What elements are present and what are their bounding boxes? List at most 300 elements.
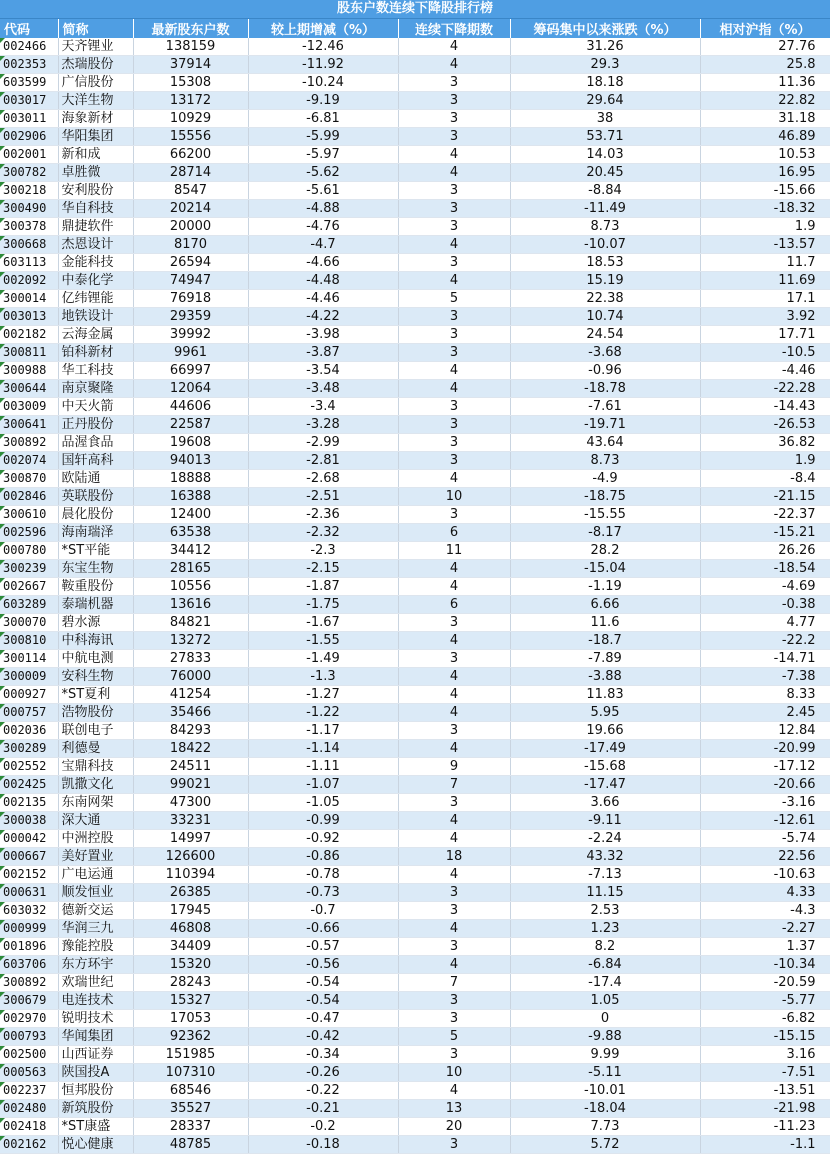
- cell-name[interactable]: 新和成: [58, 146, 133, 164]
- cell-since[interactable]: 31.26: [510, 38, 700, 56]
- cell-relative[interactable]: 25.8: [700, 56, 830, 74]
- header-code[interactable]: 代码: [0, 19, 58, 38]
- cell-code[interactable]: 002135: [0, 794, 58, 812]
- cell-holders[interactable]: 17945: [133, 902, 248, 920]
- cell-since[interactable]: 18.53: [510, 254, 700, 272]
- table-row[interactable]: [0, 344, 830, 362]
- cell-name[interactable]: 豫能控股: [58, 938, 133, 956]
- cell-name[interactable]: 中洲控股: [58, 830, 133, 848]
- cell-name[interactable]: 华自科技: [58, 200, 133, 218]
- cell-relative[interactable]: -4.46: [700, 362, 830, 380]
- cell-change[interactable]: -1.11: [248, 758, 398, 776]
- cell-periods[interactable]: 4: [398, 1082, 510, 1100]
- cell-holders[interactable]: 28243: [133, 974, 248, 992]
- cell-relative[interactable]: 11.7: [700, 254, 830, 272]
- cell-holders[interactable]: 151985: [133, 1046, 248, 1064]
- header-periods[interactable]: 连续下降期数: [398, 19, 510, 38]
- cell-name[interactable]: *ST康盛: [58, 1118, 133, 1136]
- table-row[interactable]: [0, 668, 830, 686]
- cell-change[interactable]: -2.99: [248, 434, 398, 452]
- cell-periods[interactable]: 6: [398, 524, 510, 542]
- cell-holders[interactable]: 99021: [133, 776, 248, 794]
- cell-periods[interactable]: 3: [398, 434, 510, 452]
- header-relative[interactable]: 相对沪指（%）: [700, 19, 830, 38]
- cell-change[interactable]: -0.42: [248, 1028, 398, 1046]
- cell-change[interactable]: -0.57: [248, 938, 398, 956]
- cell-name[interactable]: 凯撒文化: [58, 776, 133, 794]
- cell-code[interactable]: 002596: [0, 524, 58, 542]
- cell-name[interactable]: 联创电子: [58, 722, 133, 740]
- cell-holders[interactable]: 63538: [133, 524, 248, 542]
- cell-name[interactable]: 碧水源: [58, 614, 133, 632]
- cell-name[interactable]: 大洋生物: [58, 92, 133, 110]
- cell-holders[interactable]: 66997: [133, 362, 248, 380]
- cell-code[interactable]: 002074: [0, 452, 58, 470]
- cell-since[interactable]: -1.19: [510, 578, 700, 596]
- cell-relative[interactable]: -13.57: [700, 236, 830, 254]
- cell-name[interactable]: 品渥食品: [58, 434, 133, 452]
- cell-code[interactable]: 003009: [0, 398, 58, 416]
- cell-relative[interactable]: 3.16: [700, 1046, 830, 1064]
- cell-periods[interactable]: 3: [398, 182, 510, 200]
- cell-relative[interactable]: 17.1: [700, 290, 830, 308]
- table-row[interactable]: [0, 938, 830, 956]
- cell-since[interactable]: 11.15: [510, 884, 700, 902]
- cell-holders[interactable]: 39992: [133, 326, 248, 344]
- cell-periods[interactable]: 4: [398, 146, 510, 164]
- cell-name[interactable]: 华工科技: [58, 362, 133, 380]
- cell-name[interactable]: 深大通: [58, 812, 133, 830]
- table-row[interactable]: [0, 308, 830, 326]
- cell-periods[interactable]: 3: [398, 722, 510, 740]
- table-row[interactable]: [0, 1046, 830, 1064]
- cell-code[interactable]: 000999: [0, 920, 58, 938]
- table-row[interactable]: [0, 560, 830, 578]
- cell-name[interactable]: 泰瑞机器: [58, 596, 133, 614]
- cell-periods[interactable]: 3: [398, 1136, 510, 1154]
- cell-code[interactable]: 000667: [0, 848, 58, 866]
- cell-periods[interactable]: 6: [398, 596, 510, 614]
- cell-change[interactable]: -1.49: [248, 650, 398, 668]
- table-row[interactable]: [0, 74, 830, 92]
- cell-since[interactable]: -17.49: [510, 740, 700, 758]
- cell-change[interactable]: -2.68: [248, 470, 398, 488]
- cell-code[interactable]: 300070: [0, 614, 58, 632]
- cell-since[interactable]: 28.2: [510, 542, 700, 560]
- cell-change[interactable]: -0.22: [248, 1082, 398, 1100]
- cell-change[interactable]: -0.34: [248, 1046, 398, 1064]
- cell-name[interactable]: 利德曼: [58, 740, 133, 758]
- cell-code[interactable]: 300014: [0, 290, 58, 308]
- cell-holders[interactable]: 29359: [133, 308, 248, 326]
- table-row[interactable]: [0, 992, 830, 1010]
- cell-name[interactable]: 晨化股份: [58, 506, 133, 524]
- cell-name[interactable]: 亿纬锂能: [58, 290, 133, 308]
- cell-holders[interactable]: 48785: [133, 1136, 248, 1154]
- cell-code[interactable]: 002152: [0, 866, 58, 884]
- cell-code[interactable]: 603599: [0, 74, 58, 92]
- cell-holders[interactable]: 28165: [133, 560, 248, 578]
- cell-name[interactable]: 悦心健康: [58, 1136, 133, 1154]
- cell-relative[interactable]: -11.23: [700, 1118, 830, 1136]
- cell-periods[interactable]: 4: [398, 866, 510, 884]
- cell-periods[interactable]: 3: [398, 128, 510, 146]
- cell-code[interactable]: 003013: [0, 308, 58, 326]
- cell-code[interactable]: 002036: [0, 722, 58, 740]
- cell-change[interactable]: -1.67: [248, 614, 398, 632]
- cell-periods[interactable]: 4: [398, 812, 510, 830]
- table-row[interactable]: [0, 164, 830, 182]
- cell-since[interactable]: -15.55: [510, 506, 700, 524]
- cell-relative[interactable]: 2.45: [700, 704, 830, 722]
- cell-holders[interactable]: 126600: [133, 848, 248, 866]
- cell-change[interactable]: -4.48: [248, 272, 398, 290]
- cell-code[interactable]: 002425: [0, 776, 58, 794]
- cell-holders[interactable]: 92362: [133, 1028, 248, 1046]
- table-row[interactable]: [0, 1028, 830, 1046]
- cell-change[interactable]: -0.21: [248, 1100, 398, 1118]
- cell-change[interactable]: -0.66: [248, 920, 398, 938]
- cell-name[interactable]: 云海金属: [58, 326, 133, 344]
- cell-name[interactable]: 广电运通: [58, 866, 133, 884]
- cell-holders[interactable]: 15327: [133, 992, 248, 1010]
- cell-holders[interactable]: 41254: [133, 686, 248, 704]
- cell-code[interactable]: 001896: [0, 938, 58, 956]
- cell-periods[interactable]: 10: [398, 488, 510, 506]
- cell-change[interactable]: -5.62: [248, 164, 398, 182]
- cell-since[interactable]: -11.49: [510, 200, 700, 218]
- cell-code[interactable]: 002182: [0, 326, 58, 344]
- cell-name[interactable]: 东方环宇: [58, 956, 133, 974]
- cell-name[interactable]: 华润三九: [58, 920, 133, 938]
- cell-code[interactable]: 000631: [0, 884, 58, 902]
- cell-code[interactable]: 300870: [0, 470, 58, 488]
- cell-since[interactable]: 5.95: [510, 704, 700, 722]
- cell-change[interactable]: -1.55: [248, 632, 398, 650]
- cell-code[interactable]: 300114: [0, 650, 58, 668]
- cell-holders[interactable]: 19608: [133, 434, 248, 452]
- cell-periods[interactable]: 4: [398, 920, 510, 938]
- cell-code[interactable]: 000042: [0, 830, 58, 848]
- cell-periods[interactable]: 4: [398, 470, 510, 488]
- cell-periods[interactable]: 9: [398, 758, 510, 776]
- cell-relative[interactable]: -3.16: [700, 794, 830, 812]
- cell-change[interactable]: -0.99: [248, 812, 398, 830]
- cell-holders[interactable]: 34412: [133, 542, 248, 560]
- cell-name[interactable]: 广信股份: [58, 74, 133, 92]
- cell-periods[interactable]: 3: [398, 1046, 510, 1064]
- cell-holders[interactable]: 16388: [133, 488, 248, 506]
- cell-since[interactable]: 1.23: [510, 920, 700, 938]
- cell-change[interactable]: -0.92: [248, 830, 398, 848]
- cell-change[interactable]: -4.66: [248, 254, 398, 272]
- cell-change[interactable]: -3.98: [248, 326, 398, 344]
- cell-change[interactable]: -0.2: [248, 1118, 398, 1136]
- cell-since[interactable]: 3.66: [510, 794, 700, 812]
- cell-periods[interactable]: 5: [398, 1028, 510, 1046]
- cell-code[interactable]: 002466: [0, 38, 58, 56]
- cell-periods[interactable]: 3: [398, 452, 510, 470]
- cell-name[interactable]: 海象新材: [58, 110, 133, 128]
- cell-relative[interactable]: -17.12: [700, 758, 830, 776]
- cell-since[interactable]: -19.71: [510, 416, 700, 434]
- cell-since[interactable]: 7.73: [510, 1118, 700, 1136]
- cell-since[interactable]: 53.71: [510, 128, 700, 146]
- cell-name[interactable]: 中科海讯: [58, 632, 133, 650]
- cell-since[interactable]: -7.89: [510, 650, 700, 668]
- cell-code[interactable]: 002500: [0, 1046, 58, 1064]
- cell-change[interactable]: -2.81: [248, 452, 398, 470]
- table-row[interactable]: [0, 1064, 830, 1082]
- cell-holders[interactable]: 107310: [133, 1064, 248, 1082]
- cell-relative[interactable]: -7.51: [700, 1064, 830, 1082]
- cell-holders[interactable]: 10556: [133, 578, 248, 596]
- cell-change[interactable]: -12.46: [248, 38, 398, 56]
- cell-change[interactable]: -3.4: [248, 398, 398, 416]
- cell-holders[interactable]: 138159: [133, 38, 248, 56]
- cell-since[interactable]: -17.47: [510, 776, 700, 794]
- cell-periods[interactable]: 3: [398, 218, 510, 236]
- cell-periods[interactable]: 3: [398, 1010, 510, 1028]
- cell-code[interactable]: 603289: [0, 596, 58, 614]
- cell-relative[interactable]: 11.69: [700, 272, 830, 290]
- cell-relative[interactable]: -21.15: [700, 488, 830, 506]
- cell-periods[interactable]: 3: [398, 110, 510, 128]
- cell-change[interactable]: -0.86: [248, 848, 398, 866]
- cell-code[interactable]: 300289: [0, 740, 58, 758]
- cell-holders[interactable]: 24511: [133, 758, 248, 776]
- cell-holders[interactable]: 34409: [133, 938, 248, 956]
- cell-change[interactable]: -2.3: [248, 542, 398, 560]
- cell-change[interactable]: -2.51: [248, 488, 398, 506]
- table-row[interactable]: [0, 542, 830, 560]
- cell-since[interactable]: -2.24: [510, 830, 700, 848]
- cell-code[interactable]: 002667: [0, 578, 58, 596]
- cell-code[interactable]: 002001: [0, 146, 58, 164]
- cell-relative[interactable]: -14.71: [700, 650, 830, 668]
- cell-name[interactable]: 电连技术: [58, 992, 133, 1010]
- cell-name[interactable]: 鞍重股份: [58, 578, 133, 596]
- cell-relative[interactable]: 1.37: [700, 938, 830, 956]
- cell-name[interactable]: 国轩高科: [58, 452, 133, 470]
- cell-change[interactable]: -3.28: [248, 416, 398, 434]
- cell-holders[interactable]: 12400: [133, 506, 248, 524]
- cell-change[interactable]: -3.87: [248, 344, 398, 362]
- table-row[interactable]: [0, 1082, 830, 1100]
- cell-change[interactable]: -1.87: [248, 578, 398, 596]
- cell-relative[interactable]: -20.66: [700, 776, 830, 794]
- cell-code[interactable]: 300038: [0, 812, 58, 830]
- cell-relative[interactable]: -15.15: [700, 1028, 830, 1046]
- table-row[interactable]: [0, 722, 830, 740]
- cell-since[interactable]: 15.19: [510, 272, 700, 290]
- cell-since[interactable]: 14.03: [510, 146, 700, 164]
- cell-change[interactable]: -1.75: [248, 596, 398, 614]
- cell-code[interactable]: 300782: [0, 164, 58, 182]
- table-row[interactable]: [0, 686, 830, 704]
- cell-code[interactable]: 300490: [0, 200, 58, 218]
- cell-holders[interactable]: 13172: [133, 92, 248, 110]
- cell-name[interactable]: 杰瑞股份: [58, 56, 133, 74]
- cell-change[interactable]: -4.22: [248, 308, 398, 326]
- cell-name[interactable]: 海南瑞泽: [58, 524, 133, 542]
- cell-code[interactable]: 003011: [0, 110, 58, 128]
- cell-name[interactable]: 顺发恒业: [58, 884, 133, 902]
- cell-change[interactable]: -0.7: [248, 902, 398, 920]
- cell-holders[interactable]: 10929: [133, 110, 248, 128]
- cell-since[interactable]: -6.84: [510, 956, 700, 974]
- cell-relative[interactable]: 8.33: [700, 686, 830, 704]
- cell-holders[interactable]: 15320: [133, 956, 248, 974]
- table-row[interactable]: [0, 326, 830, 344]
- cell-periods[interactable]: 4: [398, 560, 510, 578]
- cell-holders[interactable]: 46808: [133, 920, 248, 938]
- table-row[interactable]: [0, 146, 830, 164]
- cell-relative[interactable]: -22.28: [700, 380, 830, 398]
- cell-name[interactable]: 安利股份: [58, 182, 133, 200]
- table-row[interactable]: [0, 524, 830, 542]
- cell-change[interactable]: -2.36: [248, 506, 398, 524]
- cell-change[interactable]: -5.99: [248, 128, 398, 146]
- table-row[interactable]: [0, 812, 830, 830]
- cell-since[interactable]: 2.53: [510, 902, 700, 920]
- table-row[interactable]: [0, 380, 830, 398]
- cell-relative[interactable]: 1.9: [700, 452, 830, 470]
- cell-code[interactable]: 002480: [0, 1100, 58, 1118]
- cell-code[interactable]: 603032: [0, 902, 58, 920]
- cell-periods[interactable]: 4: [398, 704, 510, 722]
- cell-change[interactable]: -4.76: [248, 218, 398, 236]
- cell-since[interactable]: 29.3: [510, 56, 700, 74]
- cell-periods[interactable]: 13: [398, 1100, 510, 1118]
- cell-relative[interactable]: 11.36: [700, 74, 830, 92]
- cell-name[interactable]: 中航电测: [58, 650, 133, 668]
- cell-relative[interactable]: -4.3: [700, 902, 830, 920]
- cell-since[interactable]: -18.04: [510, 1100, 700, 1118]
- cell-periods[interactable]: 3: [398, 794, 510, 812]
- cell-relative[interactable]: 31.18: [700, 110, 830, 128]
- cell-code[interactable]: 300810: [0, 632, 58, 650]
- cell-periods[interactable]: 3: [398, 884, 510, 902]
- cell-relative[interactable]: -14.43: [700, 398, 830, 416]
- cell-holders[interactable]: 15308: [133, 74, 248, 92]
- cell-periods[interactable]: 11: [398, 542, 510, 560]
- cell-holders[interactable]: 47300: [133, 794, 248, 812]
- cell-relative[interactable]: -18.54: [700, 560, 830, 578]
- cell-relative[interactable]: -4.69: [700, 578, 830, 596]
- cell-name[interactable]: 宝鼎科技: [58, 758, 133, 776]
- cell-periods[interactable]: 3: [398, 398, 510, 416]
- cell-relative[interactable]: -15.21: [700, 524, 830, 542]
- table-row[interactable]: [0, 884, 830, 902]
- cell-holders[interactable]: 27833: [133, 650, 248, 668]
- table-row[interactable]: [0, 272, 830, 290]
- cell-periods[interactable]: 4: [398, 362, 510, 380]
- cell-since[interactable]: -15.04: [510, 560, 700, 578]
- table-row[interactable]: [0, 452, 830, 470]
- cell-code[interactable]: 300378: [0, 218, 58, 236]
- cell-holders[interactable]: 26594: [133, 254, 248, 272]
- cell-relative[interactable]: -26.53: [700, 416, 830, 434]
- cell-change[interactable]: -4.88: [248, 200, 398, 218]
- table-row[interactable]: [0, 956, 830, 974]
- cell-change[interactable]: -9.19: [248, 92, 398, 110]
- cell-holders[interactable]: 74947: [133, 272, 248, 290]
- cell-name[interactable]: 中天火箭: [58, 398, 133, 416]
- cell-since[interactable]: 43.64: [510, 434, 700, 452]
- cell-code[interactable]: 300641: [0, 416, 58, 434]
- cell-relative[interactable]: 27.76: [700, 38, 830, 56]
- cell-code[interactable]: 300988: [0, 362, 58, 380]
- cell-holders[interactable]: 22587: [133, 416, 248, 434]
- cell-since[interactable]: 10.74: [510, 308, 700, 326]
- cell-periods[interactable]: 3: [398, 650, 510, 668]
- cell-periods[interactable]: 4: [398, 236, 510, 254]
- table-row[interactable]: [0, 830, 830, 848]
- cell-code[interactable]: 002418: [0, 1118, 58, 1136]
- cell-relative[interactable]: 46.89: [700, 128, 830, 146]
- cell-since[interactable]: 6.66: [510, 596, 700, 614]
- cell-since[interactable]: -18.7: [510, 632, 700, 650]
- cell-change[interactable]: -2.15: [248, 560, 398, 578]
- table-row[interactable]: [0, 254, 830, 272]
- cell-code[interactable]: 002162: [0, 1136, 58, 1154]
- cell-periods[interactable]: 4: [398, 164, 510, 182]
- cell-periods[interactable]: 7: [398, 776, 510, 794]
- cell-change[interactable]: -1.14: [248, 740, 398, 758]
- cell-relative[interactable]: -22.2: [700, 632, 830, 650]
- cell-name[interactable]: 欢瑞世纪: [58, 974, 133, 992]
- cell-name[interactable]: 鼎捷软件: [58, 218, 133, 236]
- table-row[interactable]: [0, 92, 830, 110]
- table-row[interactable]: [0, 56, 830, 74]
- cell-periods[interactable]: 3: [398, 200, 510, 218]
- cell-since[interactable]: 8.2: [510, 938, 700, 956]
- cell-code[interactable]: 300668: [0, 236, 58, 254]
- cell-relative[interactable]: -10.34: [700, 956, 830, 974]
- cell-since[interactable]: -8.17: [510, 524, 700, 542]
- cell-since[interactable]: 11.6: [510, 614, 700, 632]
- cell-name[interactable]: 欧陆通: [58, 470, 133, 488]
- cell-relative[interactable]: -2.27: [700, 920, 830, 938]
- cell-relative[interactable]: -20.99: [700, 740, 830, 758]
- cell-relative[interactable]: -20.59: [700, 974, 830, 992]
- table-row[interactable]: [0, 470, 830, 488]
- table-row[interactable]: [0, 596, 830, 614]
- cell-since[interactable]: 1.05: [510, 992, 700, 1010]
- cell-change[interactable]: -5.97: [248, 146, 398, 164]
- cell-change[interactable]: -0.54: [248, 992, 398, 1010]
- cell-holders[interactable]: 94013: [133, 452, 248, 470]
- table-row[interactable]: [0, 218, 830, 236]
- cell-relative[interactable]: 26.26: [700, 542, 830, 560]
- cell-periods[interactable]: 4: [398, 38, 510, 56]
- cell-relative[interactable]: -7.38: [700, 668, 830, 686]
- cell-periods[interactable]: 4: [398, 740, 510, 758]
- cell-holders[interactable]: 8547: [133, 182, 248, 200]
- cell-relative[interactable]: 36.82: [700, 434, 830, 452]
- cell-since[interactable]: 38: [510, 110, 700, 128]
- cell-name[interactable]: *ST平能: [58, 542, 133, 560]
- cell-since[interactable]: 9.99: [510, 1046, 700, 1064]
- cell-name[interactable]: 恒邦股份: [58, 1082, 133, 1100]
- table-row[interactable]: [0, 506, 830, 524]
- cell-periods[interactable]: 4: [398, 56, 510, 74]
- cell-relative[interactable]: 16.95: [700, 164, 830, 182]
- cell-holders[interactable]: 76000: [133, 668, 248, 686]
- cell-name[interactable]: 新筑股份: [58, 1100, 133, 1118]
- table-row[interactable]: [0, 362, 830, 380]
